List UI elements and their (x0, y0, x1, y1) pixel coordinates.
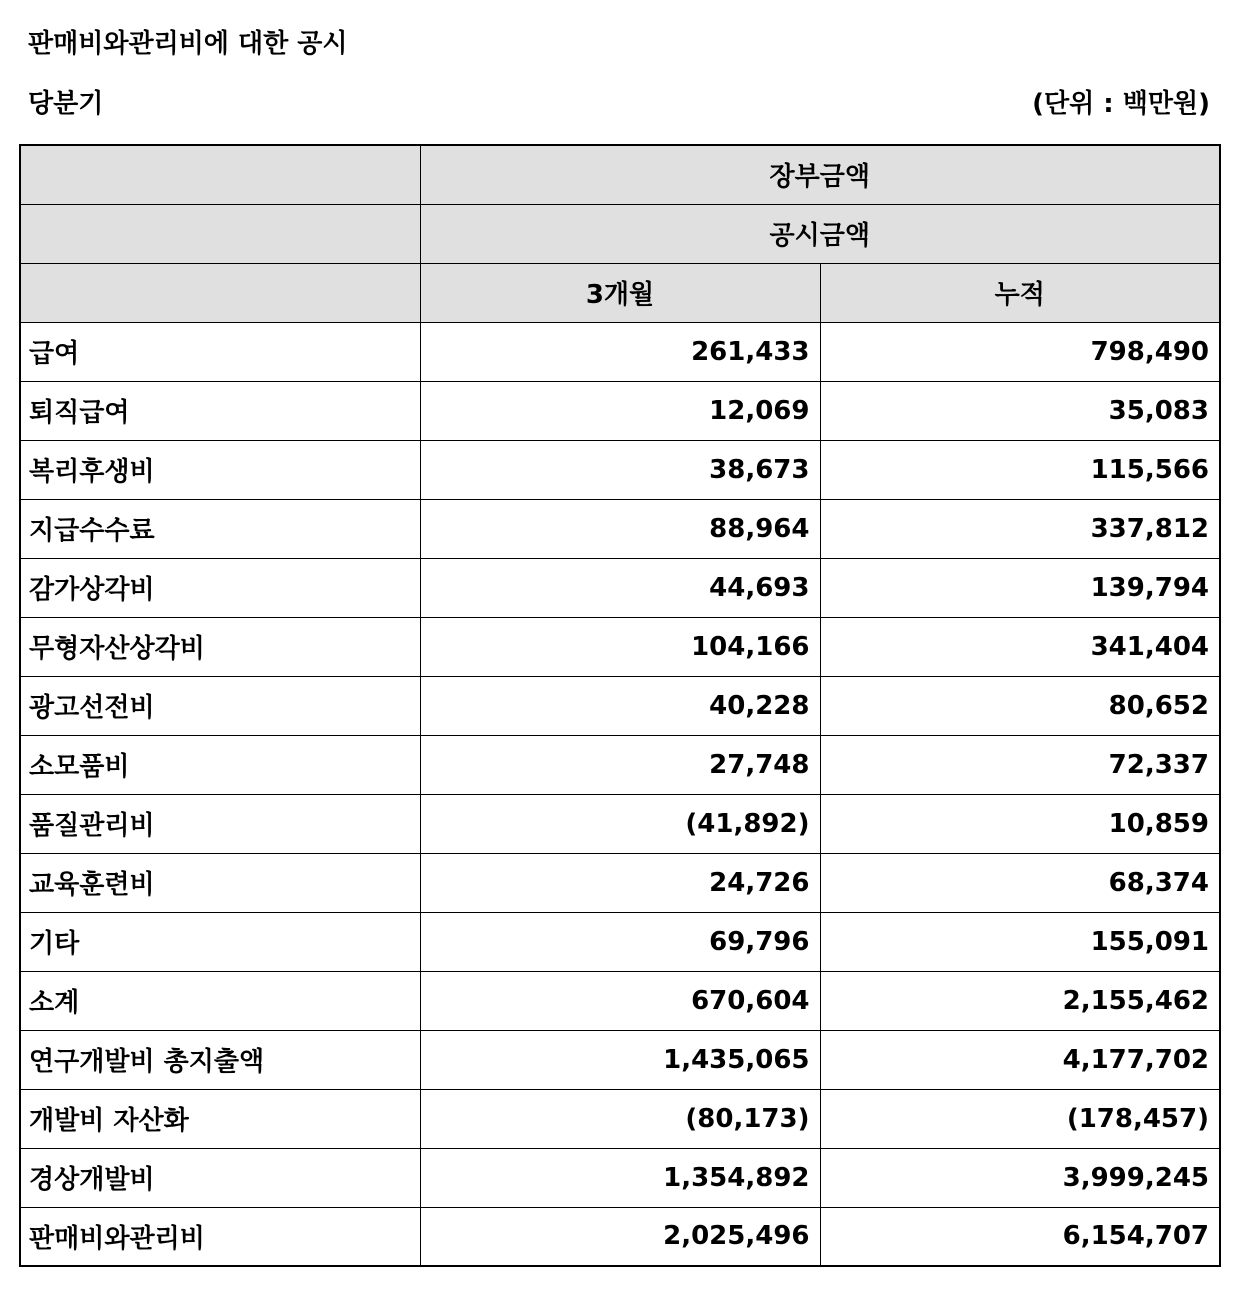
row-three-month-value: 69,796 (420, 912, 820, 971)
row-cumulative-value: 2,155,462 (820, 971, 1220, 1030)
table-row (20, 322, 1220, 381)
row-label: 복리후생비 (20, 440, 420, 499)
table-row (20, 971, 1220, 1030)
row-label: 교육훈련비 (20, 853, 420, 912)
row-label: 지급수수료 (20, 499, 420, 558)
row-label: 감가상각비 (20, 558, 420, 617)
row-label: 기타 (20, 912, 420, 971)
table-row (20, 1207, 1220, 1266)
row-cumulative-value: 337,812 (820, 499, 1220, 558)
row-cumulative-value: 3,999,245 (820, 1148, 1220, 1207)
row-three-month-value: 2,025,496 (420, 1207, 820, 1266)
table-row (20, 794, 1220, 853)
row-three-month-value: 27,748 (420, 735, 820, 794)
row-label: 소모품비 (20, 735, 420, 794)
table-body (20, 322, 1220, 1266)
table-row (20, 499, 1220, 558)
row-cumulative-value: 72,337 (820, 735, 1220, 794)
table-row (20, 912, 1220, 971)
table-row (20, 1030, 1220, 1089)
row-label: 판매비와관리비 (20, 1207, 420, 1266)
row-cumulative-value: 68,374 (820, 853, 1220, 912)
row-label: 소계 (20, 971, 420, 1030)
table-row (20, 617, 1220, 676)
row-cumulative-value: 115,566 (820, 440, 1220, 499)
row-cumulative-value: 155,091 (820, 912, 1220, 971)
row-three-month-value: 261,433 (420, 322, 820, 381)
row-three-month-value: 38,673 (420, 440, 820, 499)
sga-table (19, 144, 1221, 1267)
row-cumulative-value: 35,083 (820, 381, 1220, 440)
row-label: 광고선전비 (20, 676, 420, 735)
row-three-month-value: 1,354,892 (420, 1148, 820, 1207)
row-label: 무형자산상각비 (20, 617, 420, 676)
table-header (20, 145, 1220, 322)
header-book-value: 장부금액 (420, 145, 1220, 204)
row-three-month-value: 1,435,065 (420, 1030, 820, 1089)
row-cumulative-value: 139,794 (820, 558, 1220, 617)
row-label: 퇴직급여 (20, 381, 420, 440)
header-row-book-value (20, 145, 1220, 204)
row-cumulative-value: 80,652 (820, 676, 1220, 735)
row-three-month-value: 24,726 (420, 853, 820, 912)
row-label: 경상개발비 (20, 1148, 420, 1207)
row-label: 품질관리비 (20, 794, 420, 853)
row-cumulative-value: 341,404 (820, 617, 1220, 676)
row-cumulative-value: (178,457) (820, 1089, 1220, 1148)
row-three-month-value: 88,964 (420, 499, 820, 558)
header-cumulative: 누적 (820, 263, 1220, 322)
unit-label: (단위 : 백만원) (1032, 89, 1210, 119)
row-three-month-value: 44,693 (420, 558, 820, 617)
row-three-month-value: 40,228 (420, 676, 820, 735)
row-cumulative-value: 6,154,707 (820, 1207, 1220, 1266)
row-three-month-value: (80,173) (420, 1089, 820, 1148)
header-row1-label-cell (20, 145, 420, 204)
row-cumulative-value: 10,859 (820, 794, 1220, 853)
table-row (20, 1148, 1220, 1207)
row-three-month-value: 670,604 (420, 971, 820, 1030)
document-title: 판매비와관리비에 대한 공시 (28, 29, 348, 59)
table-row (20, 676, 1220, 735)
table-row (20, 735, 1220, 794)
row-three-month-value: 104,166 (420, 617, 820, 676)
header-row-disclosed-amount (20, 204, 1220, 263)
table-row (20, 381, 1220, 440)
table-row (20, 1089, 1220, 1148)
row-three-month-value: (41,892) (420, 794, 820, 853)
row-three-month-value: 12,069 (420, 381, 820, 440)
period-label: 당분기 (28, 89, 104, 119)
header-row2-label-cell (20, 204, 420, 263)
table-row (20, 558, 1220, 617)
row-cumulative-value: 798,490 (820, 322, 1220, 381)
row-label: 급여 (20, 322, 420, 381)
header-three-month: 3개월 (420, 263, 820, 322)
row-label: 개발비 자산화 (20, 1089, 420, 1148)
table-row (20, 440, 1220, 499)
table-row (20, 853, 1220, 912)
header-row3-label-cell (20, 263, 420, 322)
header-row-periods (20, 263, 1220, 322)
header-disclosed-amount: 공시금액 (420, 204, 1220, 263)
row-label: 연구개발비 총지출액 (20, 1030, 420, 1089)
row-cumulative-value: 4,177,702 (820, 1030, 1220, 1089)
